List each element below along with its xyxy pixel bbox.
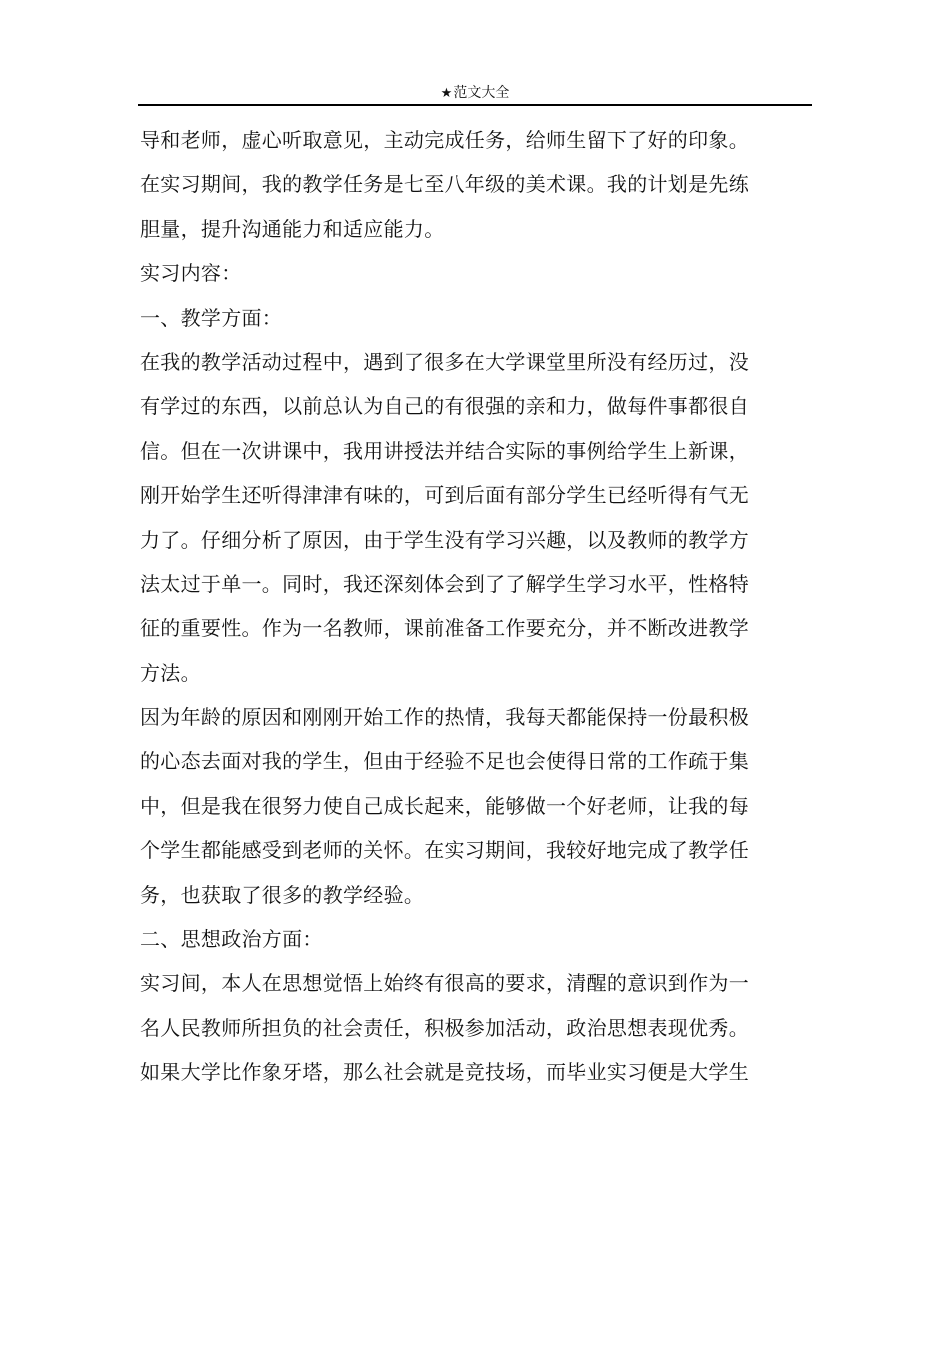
body-line: 胆量，提升沟通能力和适应能力。: [140, 216, 445, 241]
body-line: 如果大学比作象牙塔，那么社会就是竞技场，而毕业实习便是大学生: [140, 1060, 749, 1085]
section-heading: 实习内容：: [140, 261, 242, 286]
body-line: 因为年龄的原因和刚刚开始工作的热情，我每天都能保持一份最积极: [140, 705, 749, 730]
body-line: 个学生都能感受到老师的关怀。在实习期间，我较好地完成了教学任: [140, 838, 749, 863]
body-line: 的心态去面对我的学生，但由于经验不足也会使得日常的工作疏于集: [140, 749, 749, 774]
body-line: 征的重要性。作为一名教师，课前准备工作要充分，并不断改进教学: [140, 616, 749, 641]
body-line: 名人民教师所担负的社会责任，积极参加活动，政治思想表现优秀。: [140, 1015, 749, 1040]
body-line: 导和老师，虚心听取意见，主动完成任务，给师生留下了好的印象。: [140, 128, 749, 152]
body-line: 刚开始学生还听得津津有味的，可到后面有部分学生已经听得有气无: [140, 483, 749, 508]
body-line: 在我的教学活动过程中，遇到了很多在大学课堂里所没有经历过，没: [140, 349, 749, 374]
body-line: 法太过于单一。同时，我还深刻体会到了了解学生学习水平，性格特: [140, 571, 749, 596]
header-title-text: 范文大全: [453, 85, 510, 101]
section-heading: 一、教学方面：: [140, 305, 283, 330]
header-title: [441, 83, 510, 104]
body-line: 有学过的东西，以前总认为自己的有很强的亲和力，做每件事都很自: [140, 394, 749, 419]
section-heading: 二、思想政治方面：: [140, 927, 323, 952]
body-line: 信。但在一次讲课中，我用讲授法并结合实际的事例给学生上新课，: [140, 438, 749, 463]
document-body: [140, 118, 780, 1095]
star-icon: ★: [440, 86, 453, 101]
page-header: [138, 80, 812, 106]
body-line: 方法。: [140, 660, 201, 685]
body-line: 实习间，本人在思想觉悟上始终有很高的要求，清醒的意识到作为一: [140, 971, 749, 996]
body-line: 务，也获取了很多的教学经验。: [140, 882, 425, 907]
body-line: 力了。仔细分析了原因，由于学生没有学习兴趣，以及教师的教学方: [140, 527, 749, 552]
body-line: 在实习期间，我的教学任务是七至八年级的美术课。我的计划是先练: [140, 172, 749, 197]
body-line: 中，但是我在很努力使自己成长起来，能够做一个好老师，让我的每: [140, 793, 749, 818]
